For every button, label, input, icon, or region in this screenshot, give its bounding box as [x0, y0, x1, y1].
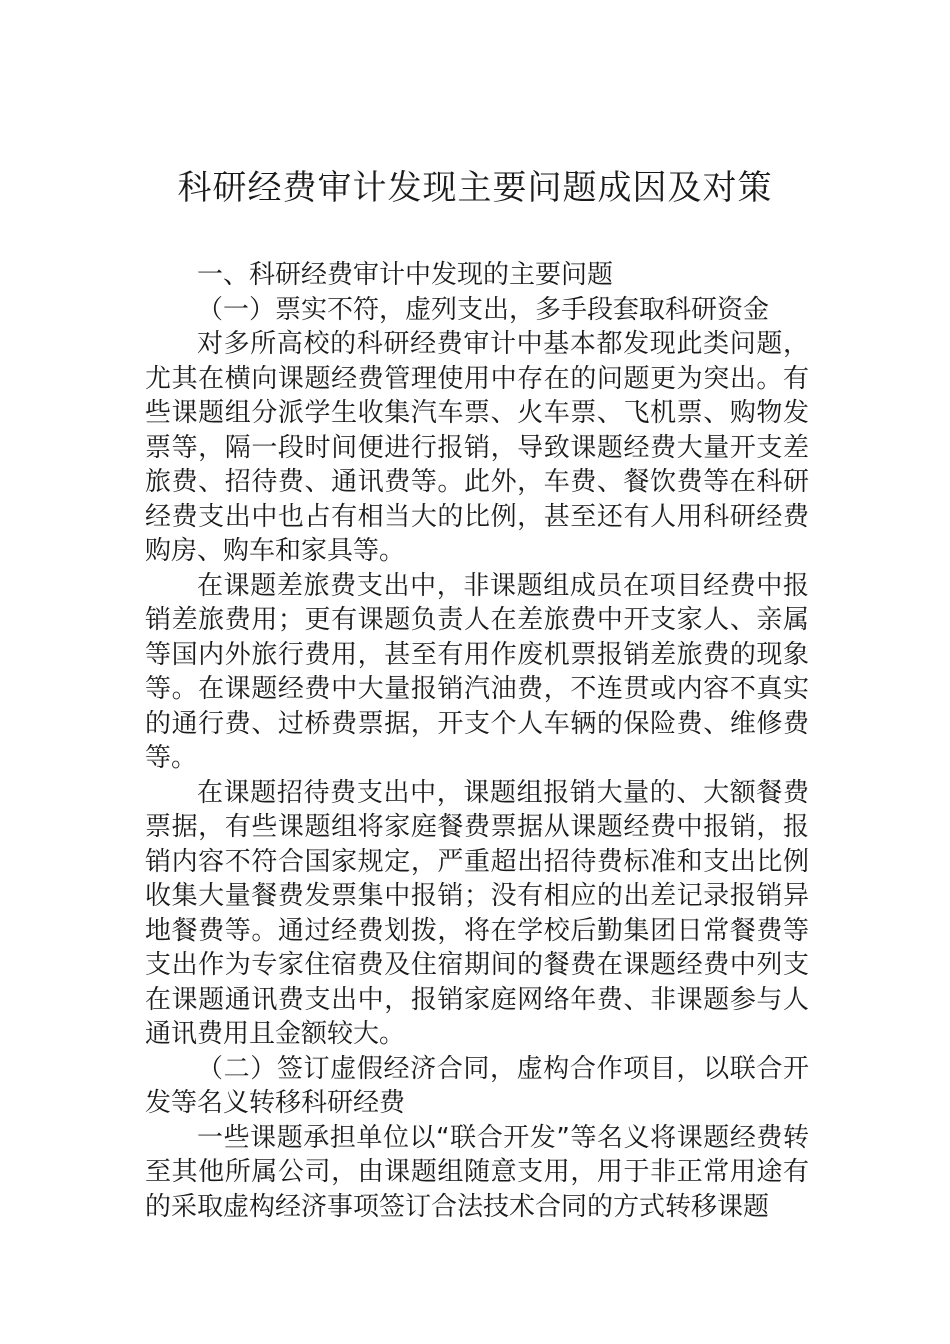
body-paragraph-3: 在课题招待费支出中，课题组报销大量的、大额餐费票据，有些课题组将家庭餐费票据从课题经费中报销，报销内容不符合国家规定，严重超出招待费标准和支出比例收集大量餐费发票集中报销；没有相应的出差记录报销异地餐费等。通过经费划拨，将在学校后勤集团日常餐费等支出作为专家住宿费及住宿期间的餐费在课题经费中列支在课题通讯费支出中，报销家庭网络年费、非课题参与人通讯费用且金额较大。 — [145, 777, 809, 1049]
document-body — [145, 258, 809, 1224]
document-title: 科研经费审计发现主要问题成因及对策 — [177, 168, 773, 208]
subsection-heading-2: （二）签订虚假经济合同，虚构合作项目，以联合开发等名义转移科研经费 — [145, 1053, 809, 1118]
body-paragraph-4: 一些课题承担单位以“联合开发”等名义将课题经费转至其他所属公司，由课题组随意支用，用于非正常用途有的采取虚构经济事项签订合法技术合同的方式转移课题 — [145, 1122, 809, 1222]
section-heading-1: 一、科研经费审计中发现的主要问题 — [197, 260, 614, 290]
body-paragraph-1: 对多所高校的科研经费审计中基本都发现此类问题，尤其在横向课题经费管理使用中存在的问题更为突出。有些课题组分派学生收集汽车票、火车票、飞机票、购物发票等，隔一段时间便进行报销，导致课题经费大量开支差旅费、招待费、通讯费等。此外，车费、餐饮费等在科研经费支出中也占有相当大的比例，甚至还有人用科研经费购房、购车和家具等。 — [145, 329, 809, 566]
body-paragraph-2: 在课题差旅费支出中，非课题组成员在项目经费中报销差旅费用；更有课题负责人在差旅费中开支家人、亲属等国内外旅行费用，甚至有用作废机票报销差旅费的现象等。在课题经费中大量报销汽油费，不连贯或内容不真实的通行费、过桥费票据，开支个人车辆的保险费、维修费等。 — [145, 570, 809, 773]
subsection-heading-1: （一）票实不符，虚列支出，多手段套取科研资金 — [197, 294, 770, 325]
